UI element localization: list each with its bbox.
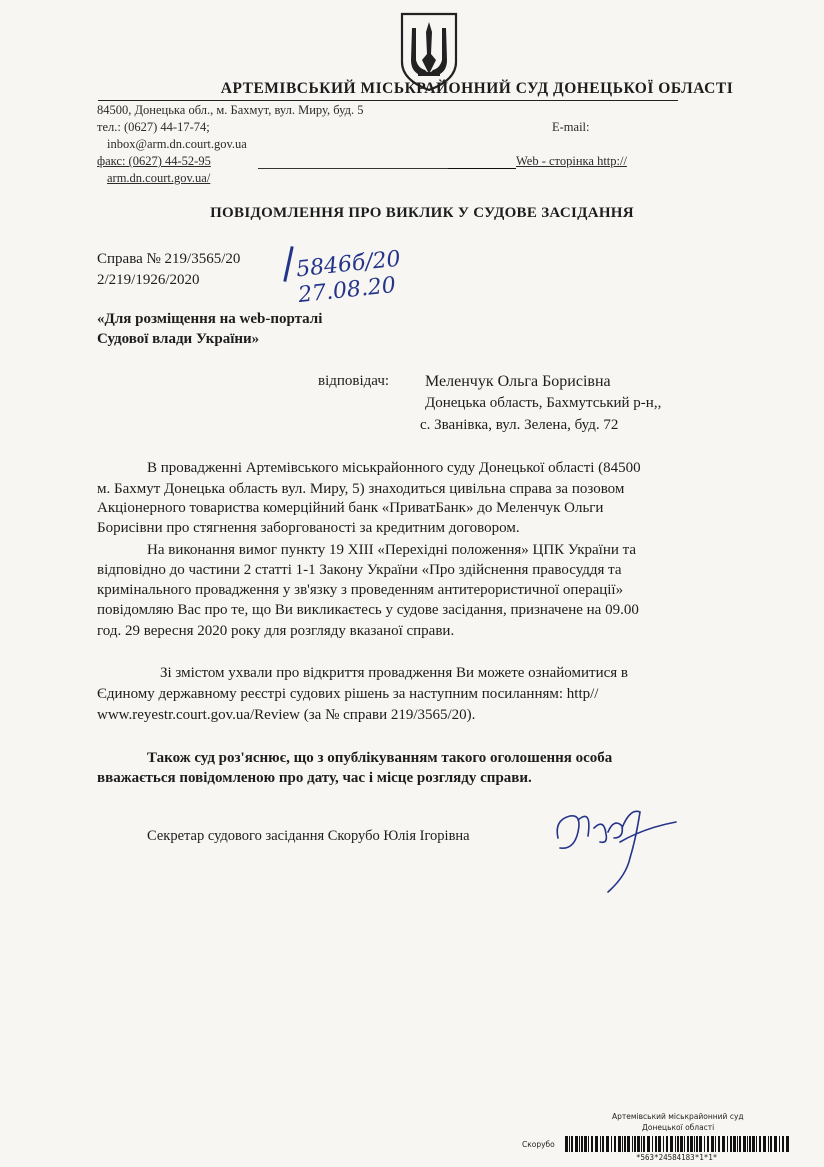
barcode-bar (733, 1136, 736, 1152)
barcode-bar (752, 1136, 755, 1152)
barcode-bar (704, 1136, 705, 1152)
barcode-bar (627, 1136, 630, 1152)
barcode-bar (581, 1136, 583, 1152)
handwritten-signature-icon (548, 798, 688, 898)
paragraph-2-line: На виконання вимог пункту 19 XIII «Перехідні положення» ЦПК України та (147, 542, 637, 558)
barcode-bar (675, 1136, 676, 1152)
barcode-bar (727, 1136, 728, 1152)
barcode-bar (684, 1136, 685, 1152)
barcode-bar (588, 1136, 589, 1152)
barcode-bar (641, 1136, 642, 1152)
barcode-bar (756, 1136, 757, 1152)
barcode-bar (699, 1136, 702, 1152)
court-phone: тел.: (0627) 44-17-74; (97, 120, 210, 134)
paragraph-4-line: Також суд роз'яснює, що з опублікуванням такого оголошення особа (147, 750, 613, 766)
barcode-bar (614, 1136, 616, 1152)
court-name: АРТЕМІВСЬКИЙ МІСЬКРАЙОННИЙ СУД ДОНЕЦЬКОЇ ОБЛАСТІ (220, 80, 734, 97)
barcode-bar (739, 1136, 741, 1152)
signature-line: Секретар судового засідання Скорубо Юлія Ігорівна (147, 828, 470, 844)
barcode-bar (571, 1136, 573, 1152)
barcode-bar (722, 1136, 725, 1152)
stamp-code: *563*24584183*1*1* (636, 1153, 718, 1162)
web-value: arm.dn.court.gov.ua/ (107, 171, 211, 185)
paragraph-2-line: відповідно до частини 2 статті 1-1 Закону України «Про здійснення правосуддя та (97, 562, 622, 578)
web-underline (448, 168, 516, 169)
web-label: Web - сторінка http:// (516, 154, 627, 168)
barcode-bar (632, 1136, 633, 1152)
barcode-bar (690, 1136, 693, 1152)
barcode-bar (647, 1136, 650, 1152)
barcode-bar (774, 1136, 777, 1152)
barcode-bar (655, 1136, 657, 1152)
barcode-icon (565, 1136, 791, 1154)
barcode-bar (763, 1136, 766, 1152)
stamp-line2: Донецької області (642, 1123, 715, 1132)
barcode-bar (749, 1136, 751, 1152)
barcode-bar (737, 1136, 738, 1152)
case-number: Справа № 219/3565/20 (97, 251, 241, 267)
barcode-bar (770, 1136, 772, 1152)
barcode-bar (677, 1136, 679, 1152)
case-reg-number: 2/219/1926/2020 (97, 272, 200, 288)
barcode-bar (768, 1136, 769, 1152)
barcode-bar (602, 1136, 604, 1152)
barcode-bar (611, 1136, 612, 1152)
paragraph-4-line: вважається повідомленою про дату, час і місце розгляду справи. (97, 770, 532, 786)
paragraph-1-line: Акціонерного товариства комерційний банк «ПриватБанк» до Меленчук Ольги (97, 500, 604, 516)
paragraph-3-line: www.reyestr.court.gov.ua/Review (за № справи 219/3565/20). (97, 707, 476, 723)
barcode-bar (715, 1136, 716, 1152)
barcode-bar (730, 1136, 732, 1152)
barcode-bar (569, 1136, 570, 1152)
barcode-bar (687, 1136, 689, 1152)
barcode-bar (663, 1136, 664, 1152)
barcode-bar (606, 1136, 609, 1152)
email-label: E-mail: (552, 120, 590, 134)
paragraph-3-line: Єдиному державному реєстрі судових рішень за наступним посиланням: http// (97, 686, 599, 702)
barcode-bar (618, 1136, 621, 1152)
barcode-bar (707, 1136, 709, 1152)
header-divider (98, 100, 678, 101)
barcode-bar (670, 1136, 673, 1152)
barcode-bar (779, 1136, 780, 1152)
barcode-bar (591, 1136, 593, 1152)
respondent-name: Меленчук Ольга Борисівна (425, 373, 611, 390)
barcode-bar (584, 1136, 587, 1152)
handwritten-bracket (283, 246, 293, 282)
barcode-bar (747, 1136, 748, 1152)
email-value: inbox@arm.dn.court.gov.ua (107, 137, 247, 151)
paragraph-2-line: год. 29 вересня 2020 року для розгляду вказаної справи. (97, 623, 455, 639)
barcode-bar (718, 1136, 720, 1152)
barcode-bar (759, 1136, 761, 1152)
court-fax: факс: (0627) 44-52-95 (97, 154, 211, 168)
stamp-author: Скорубо (522, 1140, 555, 1149)
barcode-bar (652, 1136, 653, 1152)
stamp-line1: Артемівський міськрайонний суд (612, 1112, 744, 1121)
respondent-address-line1: Донецька область, Бахмутський р-н,, (425, 395, 662, 411)
barcode-bar (666, 1136, 668, 1152)
court-address: 84500, Донецька обл., м. Бахмут, вул. Миру, буд. 5 (97, 103, 364, 117)
barcode-bar (575, 1136, 578, 1152)
barcode-bar (634, 1136, 636, 1152)
barcode-bar (579, 1136, 580, 1152)
barcode-bar (782, 1136, 784, 1152)
respondent-address-line2: с. Званівка, вул. Зелена, буд. 72 (420, 417, 619, 433)
barcode-bar (600, 1136, 601, 1152)
barcode-bar (565, 1136, 568, 1152)
barcode-bar (637, 1136, 640, 1152)
barcode-bar (786, 1136, 789, 1152)
paragraph-1-line: Борисівни про стягнення заборгованості за кредитним договором. (97, 520, 520, 536)
paragraph-2-line: повідомляю Вас про те, що Ви викликаєтесь у судове засідання, призначене на 09.00 (97, 602, 639, 618)
barcode-bar (680, 1136, 683, 1152)
barcode-bar (643, 1136, 645, 1152)
handwritten-reg-number: 5846б/20 (294, 246, 402, 283)
handwritten-date: 27.08.20 (296, 272, 398, 309)
barcode-bar (595, 1136, 598, 1152)
paragraph-1-line: В провадженні Артемівського міськрайонного суду Донецької області (84500 (147, 460, 641, 476)
barcode-bar (696, 1136, 698, 1152)
paragraph-2-line: кримінального провадження у зв'язку з проведенням антитерористичної операції» (97, 582, 624, 598)
document-title: ПОВІДОМЛЕННЯ ПРО ВИКЛИК У СУДОВЕ ЗАСІДАННЯ (210, 205, 634, 221)
portal-note-line1: «Для розміщення на web-порталі (97, 311, 323, 327)
barcode-bar (743, 1136, 746, 1152)
barcode-bar (622, 1136, 623, 1152)
portal-note-line2: Судової влади України» (97, 331, 260, 347)
fax-underline (258, 168, 448, 169)
paragraph-1-line: м. Бахмут Донецька область вул. Миру, 5) знаходиться цивільна справа за позовом (97, 481, 625, 497)
barcode-bar (711, 1136, 714, 1152)
barcode-bar (658, 1136, 661, 1152)
respondent-label: відповідач: (318, 373, 390, 389)
barcode-bar (694, 1136, 695, 1152)
paragraph-3-line: Зі змістом ухвали про відкриття провадження Ви можете ознайомитися в (160, 665, 629, 681)
barcode-bar (624, 1136, 626, 1152)
